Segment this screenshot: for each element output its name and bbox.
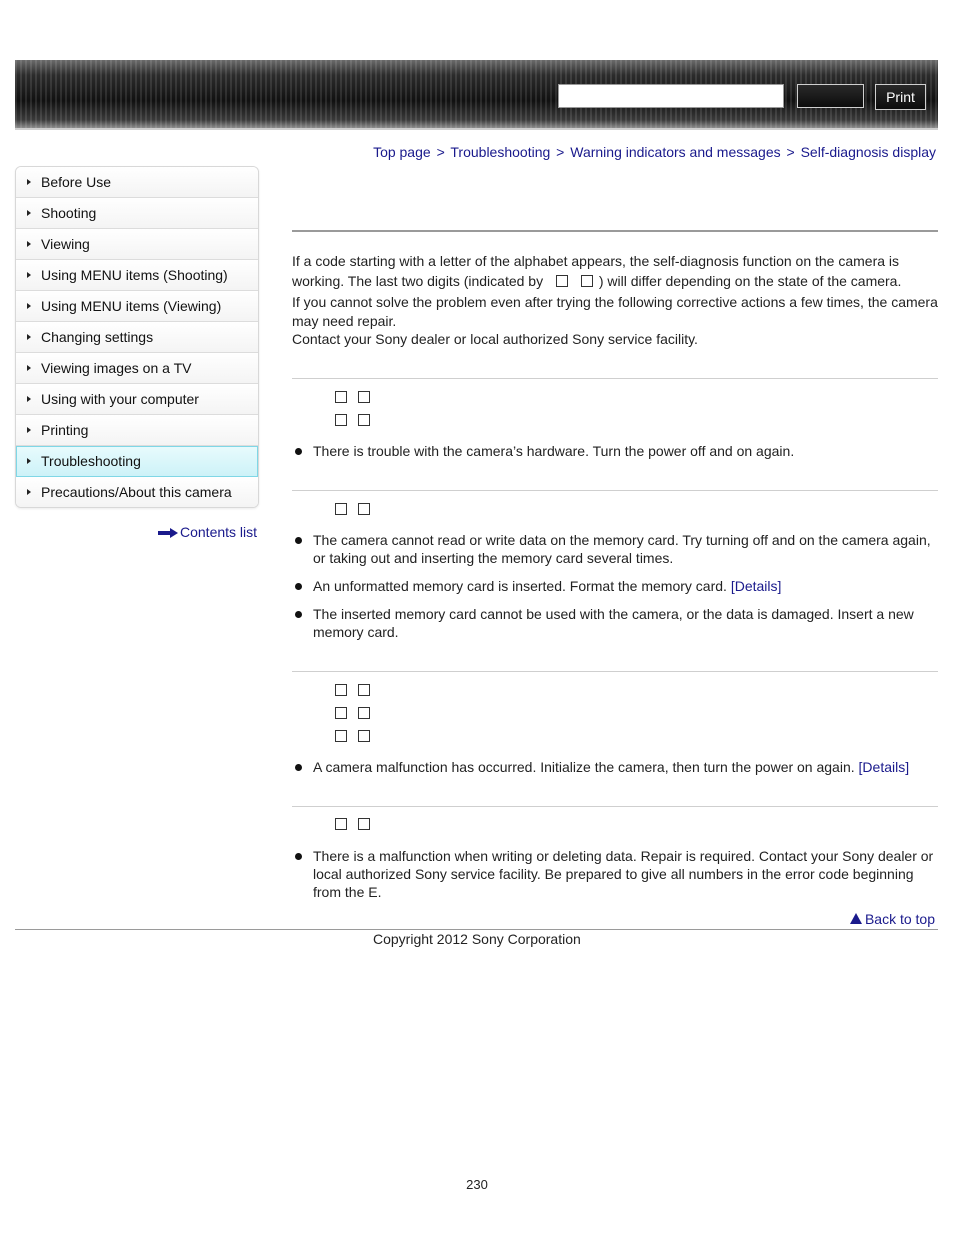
sidebar-item-label: Changing settings — [41, 329, 154, 345]
breadcrumb — [373, 144, 936, 160]
triangle-right-icon — [27, 396, 31, 402]
breadcrumb-troubleshooting[interactable]: Troubleshooting — [450, 144, 551, 160]
sidebar-item-printing[interactable] — [16, 415, 258, 446]
sidebar-item-viewing[interactable] — [16, 229, 258, 260]
sidebar-nav — [15, 166, 259, 508]
error-code — [335, 707, 381, 721]
section-divider — [292, 671, 938, 672]
sidebar-item-changing-settings[interactable] — [16, 322, 258, 353]
placeholder-digit-icon — [556, 275, 568, 287]
triangle-right-icon — [27, 210, 31, 216]
breadcrumb-separator: > — [556, 144, 565, 160]
sidebar-item-precautions[interactable] — [16, 477, 258, 507]
triangle-right-icon — [27, 427, 31, 433]
error-code — [335, 730, 381, 744]
sidebar-item-label: Using MENU items (Viewing) — [41, 298, 222, 314]
sidebar-item-troubleshooting[interactable] — [16, 446, 258, 477]
placeholder-digit-icon — [335, 707, 347, 719]
sidebar-item-computer[interactable] — [16, 384, 258, 415]
section-divider — [292, 378, 938, 379]
triangle-right-icon — [27, 365, 31, 371]
breadcrumb-self-diagnosis[interactable]: Self-diagnosis display — [800, 144, 936, 160]
sidebar-item-label: Printing — [41, 422, 89, 438]
section-divider — [292, 806, 938, 807]
list-item — [292, 531, 938, 567]
sidebar-item-viewing-on-tv[interactable] — [16, 353, 258, 384]
list-item — [292, 577, 938, 595]
list-item-text: The camera cannot read or write data on the memory card. Try turning off and on the camera again, or taking out and inserting the memory card several times. — [313, 532, 931, 566]
bullet-icon — [295, 611, 302, 618]
sidebar-item-menu-shooting[interactable] — [16, 260, 258, 291]
copyright: Copyright 2012 Sony Corporation — [373, 931, 581, 947]
sidebar-item-menu-viewing[interactable] — [16, 291, 258, 322]
search-button[interactable] — [797, 84, 864, 108]
placeholder-digit-icon — [358, 684, 370, 696]
title-divider — [292, 230, 938, 232]
list-item-text — [313, 758, 938, 776]
intro-line-1: If a code starting with a letter of the alphabet appears, the self-diagnosis function on the camera is — [292, 253, 900, 269]
arrow-right-icon — [158, 528, 178, 538]
placeholder-digit-icon — [335, 414, 347, 426]
list-item-text: There is a malfunction when writing or deleting data. Repair is required. Contact your Sony dealer or local authorized Sony service facility. Be prepared to give all numbers in the error code beginning from the E. — [313, 848, 934, 900]
placeholder-digit-icon — [358, 707, 370, 719]
list-item — [292, 847, 938, 901]
list-item — [292, 442, 938, 460]
list-item — [292, 605, 938, 641]
list-item-text — [313, 577, 938, 595]
contents-list-link[interactable] — [158, 524, 257, 540]
breadcrumb-top-page[interactable]: Top page — [373, 144, 431, 160]
intro-line-2-after: ) will differ depending on the state of the camera. — [598, 273, 902, 289]
sidebar-item-label: Shooting — [41, 205, 97, 221]
triangle-right-icon — [27, 241, 31, 247]
footer-divider — [15, 929, 938, 930]
intro-line-2 — [292, 272, 940, 291]
list-item — [292, 758, 938, 776]
bullet-icon — [295, 764, 302, 771]
back-to-top-link[interactable] — [850, 911, 935, 927]
error-code — [335, 503, 381, 517]
triangle-right-icon — [27, 458, 31, 464]
placeholder-digit-icon — [358, 818, 370, 830]
sidebar-item-label: Viewing — [41, 236, 90, 252]
breadcrumb-warning-indicators[interactable]: Warning indicators and messages — [570, 144, 781, 160]
sidebar-item-label: Troubleshooting — [41, 453, 141, 469]
intro-line-4: Contact your Sony dealer or local authorized Sony service facility. — [292, 331, 698, 347]
triangle-right-icon — [27, 303, 31, 309]
details-link[interactable]: [Details] — [730, 578, 782, 594]
sidebar-item-label: Using MENU items (Shooting) — [41, 267, 228, 283]
triangle-right-icon — [27, 179, 31, 185]
triangle-right-icon — [27, 489, 31, 495]
placeholder-digit-icon — [335, 818, 347, 830]
back-to-top-label: Back to top — [864, 911, 935, 927]
details-link[interactable]: [Details] — [858, 759, 910, 775]
placeholder-digit-icon — [358, 414, 370, 426]
error-code — [335, 391, 381, 405]
triangle-right-icon — [27, 272, 31, 278]
error-code — [335, 414, 381, 428]
bullet-icon — [295, 448, 302, 455]
list-item-text: There is trouble with the camera’s hardware. Turn the power off and on again. — [313, 443, 795, 459]
breadcrumb-separator: > — [786, 144, 795, 160]
sidebar-item-label: Viewing images on a TV — [41, 360, 192, 376]
contents-list-label: Contents list — [180, 524, 258, 540]
intro-line-2-before: working. The last two digits (indicated by — [292, 273, 544, 289]
placeholder-digit-icon — [335, 684, 347, 696]
error-code — [335, 818, 381, 832]
bullet-icon — [295, 583, 302, 590]
intro-line-3: If you cannot solve the problem even after trying the following corrective actions a few times, the camera may need repair. — [292, 294, 938, 329]
placeholder-digit-icon — [335, 391, 347, 403]
list-item-text: The inserted memory card cannot be used with the camera, or the data is damaged. Insert a new memory card. — [313, 606, 914, 640]
placeholder-digit-icon — [358, 391, 370, 403]
page-number: 230 — [466, 1177, 488, 1192]
section-divider — [292, 490, 938, 491]
placeholder-digit-icon — [335, 503, 347, 515]
breadcrumb-separator: > — [436, 144, 445, 160]
placeholder-digit-icon — [581, 275, 593, 287]
triangle-right-icon — [27, 334, 31, 340]
print-button[interactable]: Print — [875, 84, 926, 110]
placeholder-digit-icon — [358, 503, 370, 515]
search-input[interactable] — [558, 84, 784, 108]
error-code — [335, 684, 381, 698]
sidebar-item-label: Before Use — [41, 174, 112, 190]
placeholder-digit-icon — [335, 730, 347, 742]
placeholder-digit-icon — [358, 730, 370, 742]
sidebar-item-shooting[interactable] — [16, 198, 258, 229]
triangle-up-icon — [850, 913, 862, 924]
header-band — [15, 60, 938, 130]
sidebar-item-before-use[interactable] — [16, 167, 258, 198]
sidebar-item-label: Precautions/About this camera — [41, 484, 232, 500]
list-item-body: An unformatted memory card is inserted. Format the memory card. — [313, 578, 727, 594]
bullet-icon — [295, 853, 302, 860]
bullet-icon — [295, 537, 302, 544]
sidebar-item-label: Using with your computer — [41, 391, 199, 407]
list-item-body: A camera malfunction has occurred. Initialize the camera, then turn the power on again. — [313, 759, 855, 775]
